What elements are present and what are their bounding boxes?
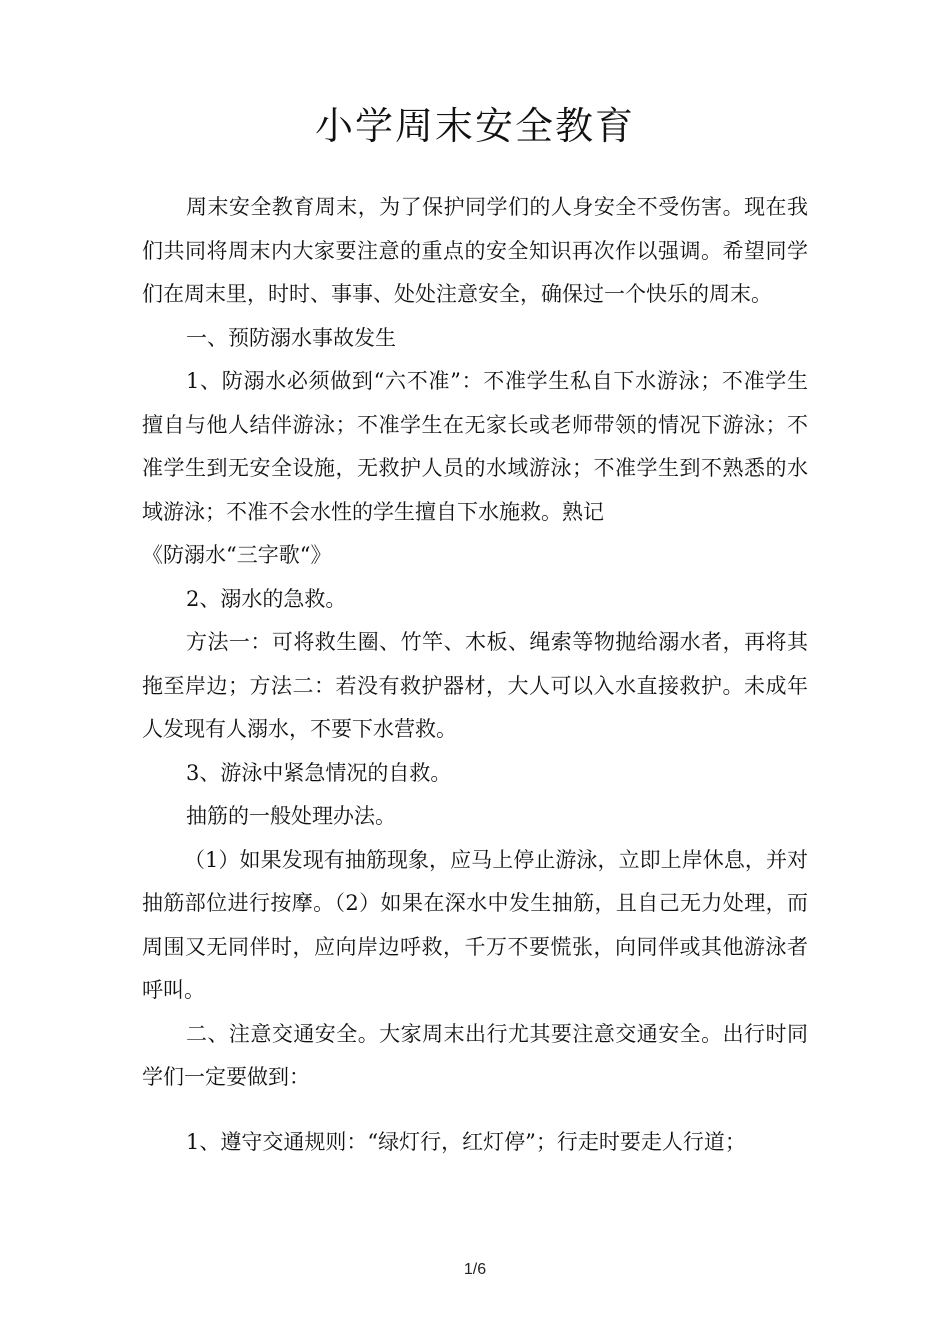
paragraph-six-rules: 1、防溺水必须做到“六不准”：不准学生私自下水游泳；不准学生擅自与他人结伴游泳；不准学生在无家长或老师带领的情况下游泳；不准学生到无安全设施，无救护人员的水域游泳；不准学生到不熟悉的水域游泳；不准不会水性的学生擅自下水施救。熟记 [142, 369, 808, 524]
heading-drowning-prevention: 一、预防溺水事故发生 [186, 325, 396, 350]
paragraph-three-character-song: 《防溺水“三字歌“》 [142, 543, 332, 567]
heading-traffic-safety: 二、注意交通安全。大家周末出行尤其要注意交通安全。出行时同学们一定要做到： [142, 1021, 808, 1089]
document-body [142, 186, 808, 1164]
paragraph-gap [142, 1100, 808, 1121]
heading-drowning-rescue: 2、溺水的急救。 [186, 586, 347, 611]
heading-self-rescue: 3、游泳中紧急情况的自救。 [186, 760, 452, 785]
paragraph-cramp-handling: 抽筋的一般处理办法。 [186, 804, 396, 828]
document-title: 小学周末安全教育 [314, 104, 635, 148]
page-number: 1/6 [463, 1261, 487, 1278]
paragraph-traffic-rules: 1、遵守交通规则：“绿灯行，红灯停”；行走时要走人行道； [186, 1129, 746, 1154]
paragraph-intro: 周末安全教育周末，为了保护同学们的人身安全不受伤害。现在我们共同将周末内大家要注意的重点的安全知识再次作以强调。希望同学们在周末里，时时、事事、处处注意安全，确保过一个快乐的周末。 [142, 195, 808, 306]
paragraph-rescue-methods: 方法一：可将救生圈、竹竿、木板、绳索等物抛给溺水者，再将其拖至岸边；方法二：若没有救护器材，大人可以入水直接救护。未成年人发现有人溺水，不要下水营救。 [142, 630, 808, 741]
paragraph-cramp-steps: （1）如果发现有抽筋现象，应马上停止游泳，立即上岸休息，并对抽筋部位进行按摩。（2）如果在深水中发生抽筋，且自己无力处理，而周围又无同伴时，应向岸边呼救，千万不要慌张，向同伴或其他游泳者呼叫。 [142, 847, 808, 1002]
